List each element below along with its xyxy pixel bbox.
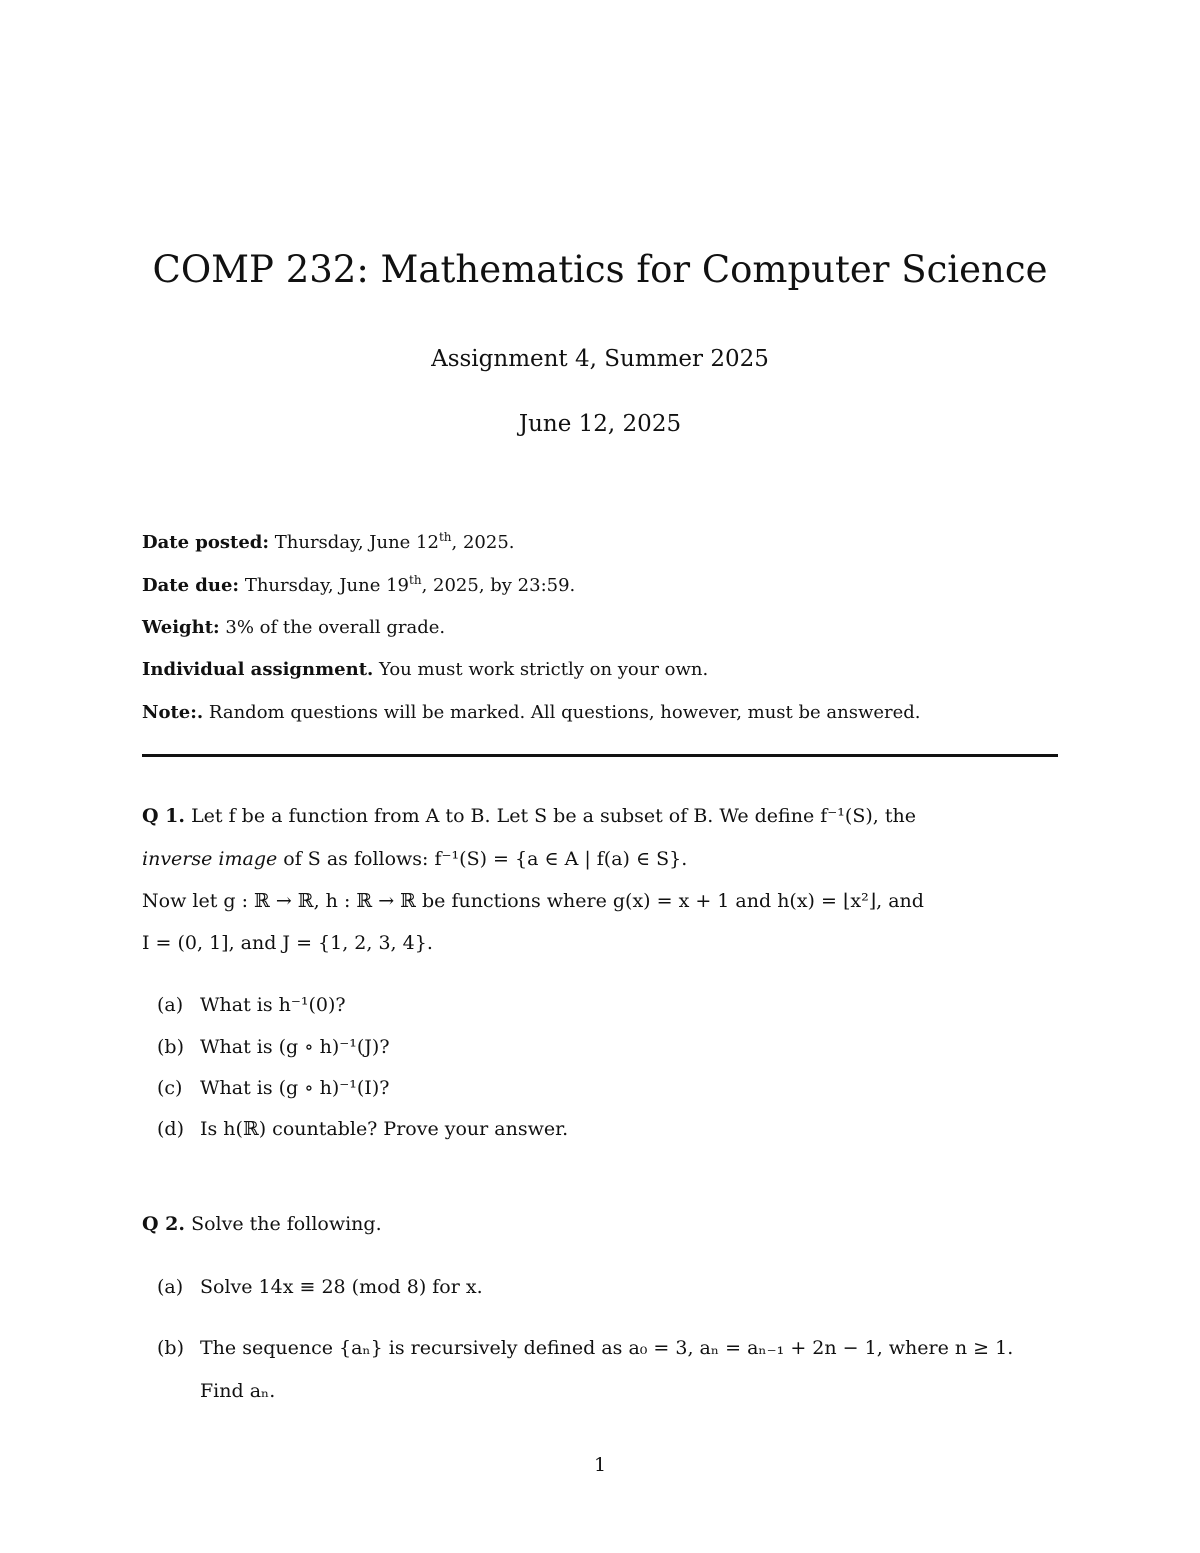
- date-posted-sup: th: [438, 530, 452, 544]
- individual-line: [142, 659, 708, 680]
- document-date: June 12, 2025: [518, 411, 682, 437]
- q1-line-1-text: Let f be a function from A to B. Let S be a subset of B. We define f⁻¹(S), the: [191, 805, 916, 827]
- date-posted-value-b: , 2025.: [451, 532, 515, 553]
- q2-label: Q 2.: [142, 1213, 186, 1235]
- q1-line-2-text: of S as follows: f⁻¹(S) = {a ∈ A | f(a) ∈ S}.: [277, 848, 688, 870]
- date-posted-line: [142, 532, 515, 553]
- note-value: Random questions will be marked. All questions, however, must be answered.: [208, 702, 921, 723]
- date-due-sup: th: [409, 573, 422, 587]
- q2-intro: Solve the following.: [191, 1213, 382, 1235]
- date-due-value-a: Thursday, June 19: [244, 575, 410, 596]
- q2-item-b-label: (b): [157, 1337, 184, 1359]
- q2-item-a-label: (a): [157, 1276, 184, 1298]
- weight-label: Weight:: [142, 617, 220, 638]
- date-due-label: Date due:: [142, 575, 240, 596]
- q1-label: Q 1.: [142, 805, 186, 827]
- q1-item-d-text: Is h(ℝ) countable? Prove your answer.: [200, 1118, 569, 1140]
- assignment-subtitle: Assignment 4, Summer 2025: [431, 346, 769, 372]
- q1-line-4: I = (0, 1], and J = {1, 2, 3, 4}.: [142, 932, 433, 954]
- q1-line-3: Now let g : ℝ → ℝ, h : ℝ → ℝ be functions where g(x) = x + 1 and h(x) = ⌊x²⌋, and: [142, 890, 924, 912]
- q1-inverse-image-term: inverse image: [142, 848, 278, 870]
- q1-item-a-label: (a): [157, 994, 184, 1016]
- weight-line: [142, 617, 445, 638]
- q1-item-c-text: What is (g ∘ h)⁻¹(I)?: [200, 1077, 390, 1099]
- page-number: 1: [593, 1454, 607, 1476]
- note-label: Note:.: [142, 702, 204, 723]
- date-posted-value-a: Thursday, June 12: [274, 532, 439, 553]
- q1-line-1: [142, 805, 916, 827]
- individual-label: Individual assignment.: [142, 659, 374, 680]
- document-title: COMP 232: Mathematics for Computer Science: [152, 248, 1048, 291]
- q2-intro-line: [142, 1213, 382, 1235]
- note-line: [142, 702, 921, 723]
- q1-item-a-text: What is h⁻¹(0)?: [200, 994, 346, 1016]
- horizontal-rule: [142, 754, 1058, 757]
- q1-line-2: [142, 848, 687, 870]
- individual-value: You must work strictly on your own.: [379, 659, 709, 680]
- q2-item-b-text-2: Find aₙ.: [200, 1380, 276, 1402]
- weight-value: 3% of the overall grade.: [225, 617, 446, 638]
- q1-item-b-text: What is (g ∘ h)⁻¹(J)?: [200, 1036, 390, 1058]
- q2-item-a-text: Solve 14x ≡ 28 (mod 8) for x.: [200, 1276, 483, 1298]
- date-due-value-b: , 2025, by 23:59.: [421, 575, 576, 596]
- date-posted-label: Date posted:: [142, 532, 270, 553]
- date-due-line: [142, 575, 575, 596]
- q2-item-b-text: The sequence {aₙ} is recursively defined as a₀ = 3, aₙ = aₙ₋₁ + 2n − 1, where n ≥ 1.: [200, 1337, 1014, 1359]
- q1-item-d-label: (d): [157, 1118, 184, 1140]
- q1-item-c-label: (c): [157, 1077, 183, 1099]
- q1-item-b-label: (b): [157, 1036, 184, 1058]
